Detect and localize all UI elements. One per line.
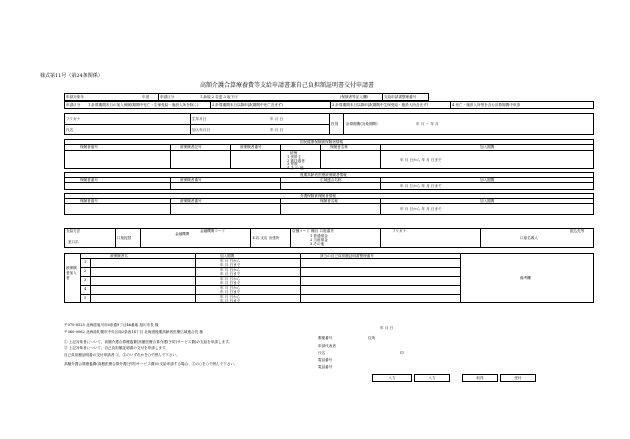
member-row-from[interactable]: 年 月 日から bbox=[220, 286, 241, 290]
kana-label: フリガナ bbox=[66, 117, 81, 121]
member-row-to[interactable]: 年 月 日まで bbox=[220, 272, 241, 276]
members-side-label: 被保険者加入者 bbox=[66, 266, 77, 280]
note-2: ② 上記対象者について、自己負担額証明書の交付を申請します。 bbox=[64, 346, 169, 350]
member-row-to[interactable]: 年 月 日まで bbox=[220, 281, 241, 285]
enroll-value[interactable]: 年 月 日 bbox=[270, 128, 284, 132]
dob-value[interactable]: 年 月 日 bbox=[270, 117, 284, 121]
header-row bbox=[64, 93, 429, 101]
bank-code-label: 金融機関コード bbox=[200, 229, 226, 233]
application-ref-label: 支給申請書整理番号 bbox=[384, 95, 417, 99]
note-label: 備考欄 bbox=[520, 276, 531, 280]
form-number: 様式第11号（第24条関係） bbox=[40, 73, 103, 79]
section3-header: 介護保険被保険者情報 bbox=[300, 194, 336, 198]
s1-period-value[interactable]: 年 月 日から 年 月 日まで bbox=[400, 158, 442, 162]
enroll-label: 加入年月日 bbox=[192, 128, 210, 132]
payee-label: 支給方法 bbox=[66, 229, 81, 233]
entry-button-2[interactable]: 入力 bbox=[414, 374, 450, 382]
sig-phone-label: 電話番号 bbox=[318, 358, 333, 362]
section2-header: 後期高齢者医療被保険者情報 bbox=[300, 173, 347, 177]
holder-kana-label: フリガナ bbox=[392, 229, 407, 233]
sig-name-label: 氏名 bbox=[318, 351, 326, 355]
acquire-button[interactable]: 取得 bbox=[462, 374, 498, 382]
dob-label: 生年月日 bbox=[192, 117, 207, 121]
application-type-1[interactable]: 1 計算期間末日の加入保険(期間中死亡・生保受給・施設入所を除く) bbox=[88, 103, 199, 107]
s1-insurer-name: 保険者名称 bbox=[330, 145, 348, 149]
target-year-suffix: 年度 bbox=[142, 95, 150, 99]
account-type-2[interactable]: 2 当座預金 bbox=[310, 238, 328, 242]
member-row-to[interactable]: 年 月 日まで bbox=[220, 263, 241, 267]
s3-period: 加入期間 bbox=[480, 199, 495, 203]
request-type-label: 申請区分 bbox=[160, 95, 175, 99]
s2-insurer-no: 保険者番号 bbox=[80, 178, 98, 182]
s2-period-value[interactable]: 年 月 日から 年 月 日まで bbox=[400, 184, 442, 188]
note-3: 自己負担額証明書の交付申請者 ①、②のいずれかを○で囲んで下さい。 bbox=[64, 353, 180, 357]
members-header-period: 加入期間 bbox=[220, 254, 235, 258]
s3-insurer-no: 保険者番号 bbox=[80, 199, 98, 203]
application-type-label: 申請区分 bbox=[66, 103, 81, 107]
account-type-label: 店舗コード 種目 口座番号 bbox=[292, 229, 334, 233]
s2-union-name: 広域連合名称 bbox=[320, 178, 342, 182]
form-title: 高額介護合算療養費等支給申請書兼自己負担額証明書交付申請書 bbox=[200, 82, 375, 89]
application-type-2[interactable]: 2 計算期間末日以降申請(期間中死亡含まず) bbox=[212, 103, 283, 107]
sig-postcode-label: 郵便番号 bbox=[318, 336, 333, 340]
sig-address-label: 住所 bbox=[368, 336, 376, 340]
bank-label: 金融機関 bbox=[175, 232, 190, 236]
application-type-4[interactable]: 4 死亡・施設入所等を含む計算期間中申請 bbox=[452, 103, 521, 107]
member-row-no: 1 bbox=[84, 260, 87, 264]
section1-header: 国民健康保険被保険者情報 bbox=[300, 140, 344, 144]
s1-opt-2[interactable]: 2 被扶養者 bbox=[287, 158, 305, 163]
member-row-to[interactable]: 年 月 日まで bbox=[220, 290, 241, 294]
s1-relation-label: 続柄 bbox=[290, 151, 298, 155]
gender-label: 性別 bbox=[331, 122, 339, 126]
s1-opt-3[interactable]: 3 家族 bbox=[287, 162, 298, 166]
account-holder-label: 口座名義人 bbox=[520, 236, 538, 240]
s1-opt-1[interactable]: 1 世帯主 bbox=[287, 155, 302, 159]
member-row-from[interactable]: 年 月 日から bbox=[220, 268, 241, 272]
s1-period: 加入期間 bbox=[480, 145, 495, 149]
sig-representative-label: 申請代表者 bbox=[318, 344, 336, 348]
submission-date[interactable]: 年 月 日 bbox=[380, 326, 394, 330]
entry-button-1[interactable]: 入力 bbox=[372, 374, 412, 382]
application-type-3[interactable]: 3 計算期間末日以降申請(期間中生保受給・施設入所含まず) bbox=[332, 103, 429, 107]
branch-label: 本店 支店 出張所 bbox=[252, 236, 280, 240]
member-row-no: 2 bbox=[84, 269, 87, 273]
s3-insurer-name: 保険者名称 bbox=[320, 199, 338, 203]
member-row-from[interactable]: 年 月 日から bbox=[220, 295, 241, 299]
period-label: 計算期間(対象期間) bbox=[346, 122, 378, 126]
s1-symbol: 被保険者記号 bbox=[180, 145, 202, 149]
s1-number: 被保険者番号 bbox=[240, 145, 262, 149]
address-1: 〒070-8525 北海道旭川市6条通9丁目46番地 旭川市長 様 bbox=[64, 323, 159, 327]
s2-period: 加入期間 bbox=[480, 178, 495, 182]
account-type-3[interactable]: 3 その他 bbox=[310, 242, 325, 246]
members-header-name: 被保険者名 bbox=[110, 254, 128, 258]
member-row-to[interactable]: 年 月 日まで bbox=[220, 299, 241, 303]
sig-seal-label: 印 bbox=[400, 351, 404, 355]
address-2: 〒060-0062 北海道札幌市中央区南2条西14丁目 北海道後期高齢者医療広域連合長 様 bbox=[64, 330, 203, 334]
sig-phone2-label: 電話番号 bbox=[318, 365, 333, 369]
member-row-no: 5 bbox=[84, 296, 87, 300]
s3-period-value[interactable]: 年 月 日から 年 月 日まで bbox=[400, 207, 442, 211]
member-row-no: 4 bbox=[84, 287, 87, 291]
target-year-label: 申請対象年 bbox=[66, 95, 84, 99]
account-type-1[interactable]: 1 普通預金 bbox=[310, 234, 328, 238]
member-row-no: 3 bbox=[84, 278, 87, 282]
name-label: 氏名 bbox=[66, 128, 74, 132]
member-row-from[interactable]: 年 月 日から bbox=[220, 259, 241, 263]
request-type-options[interactable]: 1 新規 2 変更 3 取下げ bbox=[200, 95, 238, 99]
payee-opt-2[interactable]: 窓口払 bbox=[68, 240, 79, 244]
s2-number: 被保険者番号 bbox=[180, 178, 202, 182]
transfer-other-label: 振込先等 bbox=[570, 229, 585, 233]
s1-insurer-no: 保険者番号 bbox=[80, 145, 98, 149]
note-4: 高額介護合算療養費(高額医療合算介護(予防)サービス費)の支給申請する場合、①の○を○で囲んで下さい。 bbox=[64, 362, 238, 366]
members-header-amount: 該当の自己負担額証明書整理番号 bbox=[320, 254, 374, 258]
member-row-from[interactable]: 年 月 日から bbox=[220, 277, 241, 281]
payee-opt-1[interactable]: 口座振替 bbox=[117, 236, 132, 240]
s1-opt-4[interactable]: 4 そ の 他 bbox=[287, 165, 304, 170]
note-1: ① 上記対象者について、高額介護合算療養費(高額医療合算介護(予防)サービス費)の支給を申請します。 bbox=[64, 340, 233, 344]
office-use-label: (保険者等記入欄) bbox=[340, 95, 368, 99]
members-table bbox=[64, 253, 594, 303]
period-value[interactable]: 年 月 ～ 年 月 bbox=[416, 122, 439, 126]
s3-number: 被保険者番号 bbox=[180, 199, 202, 203]
receipt-button[interactable]: 受付 bbox=[500, 374, 536, 382]
